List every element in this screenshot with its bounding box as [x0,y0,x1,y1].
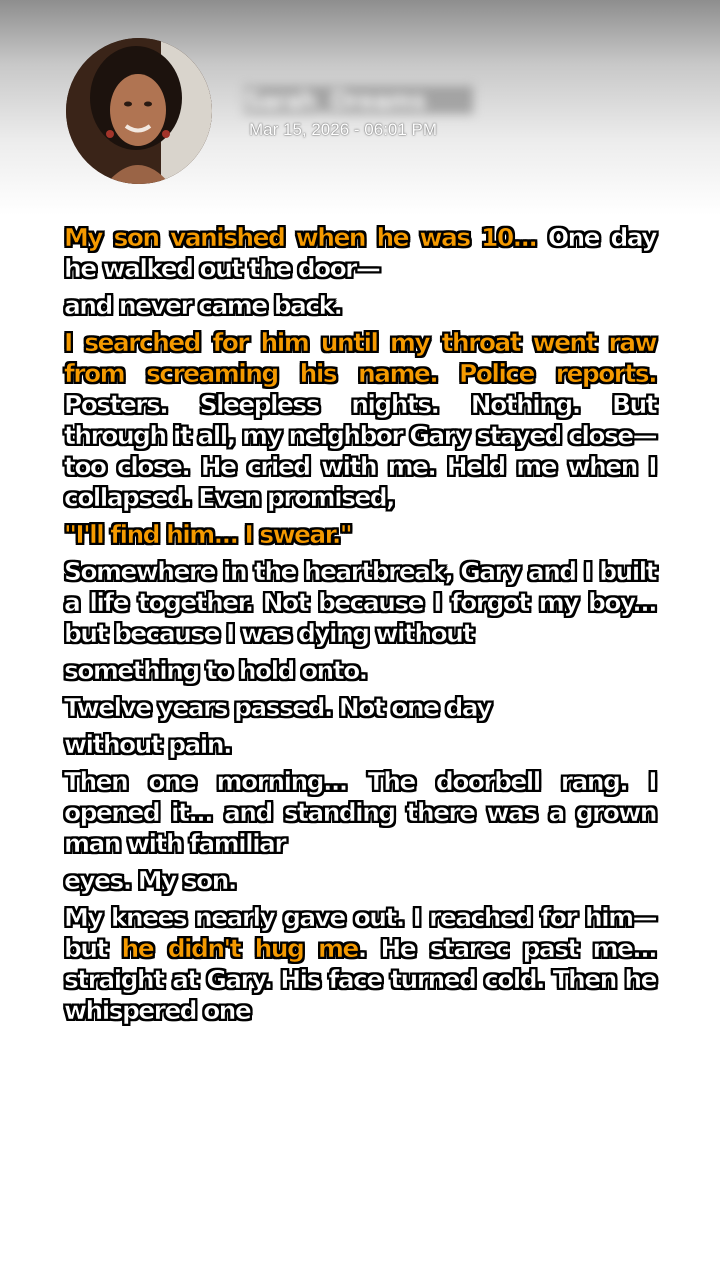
paragraph-text: Posters. Sleepless nights. Nothing. But through it all, my neighbor Gary stayed close— too close. He cried with me. Held me when I collapsed. Even promised, [64,390,656,512]
paragraph-text: . He starec past me... straight at Gary. His face turned cold. Then he whispered one [64,934,656,1025]
avatar[interactable] [66,38,212,184]
story-paragraph: Somewhere in the heartbreak, Gary and I built a life together. Not because I forgot my boy... but because I was dying without [64,557,656,648]
story-paragraph: something to hold onto. [64,656,367,685]
story-paragraph: eyes. My son. [64,866,236,895]
paragraph-text: My knees nearly gave out. I reached for him— but [64,903,656,963]
story-text [64,222,656,1032]
highlighted-text: he didn't hug me [121,934,358,963]
story-paragraph [64,327,656,513]
story-paragraph: without pain. [64,730,231,759]
story-quote: "I'll find him... I swear." [64,520,352,549]
story-paragraph: and never came back. [64,291,342,320]
paragraph-text: One day he walked out the door— [64,223,656,283]
highlighted-text: I searched for him until my throat went raw from screaming his name. Police reports. [64,328,656,388]
story-paragraph: Twelve years passed. Not one day [64,693,491,722]
story-paragraph: Then one morning... The doorbell rang. I opened it... and standing there was a grown man with familiar [64,767,656,858]
username[interactable]: Sarah_Dreams [244,86,473,114]
post-timestamp: Mar 15, 2026 - 06:01 PM [249,120,438,139]
story-paragraph [64,902,656,1026]
highlighted-text: My son vanished when he was 10... [64,223,537,252]
profile-photo [66,38,212,184]
story-paragraph [64,222,656,284]
